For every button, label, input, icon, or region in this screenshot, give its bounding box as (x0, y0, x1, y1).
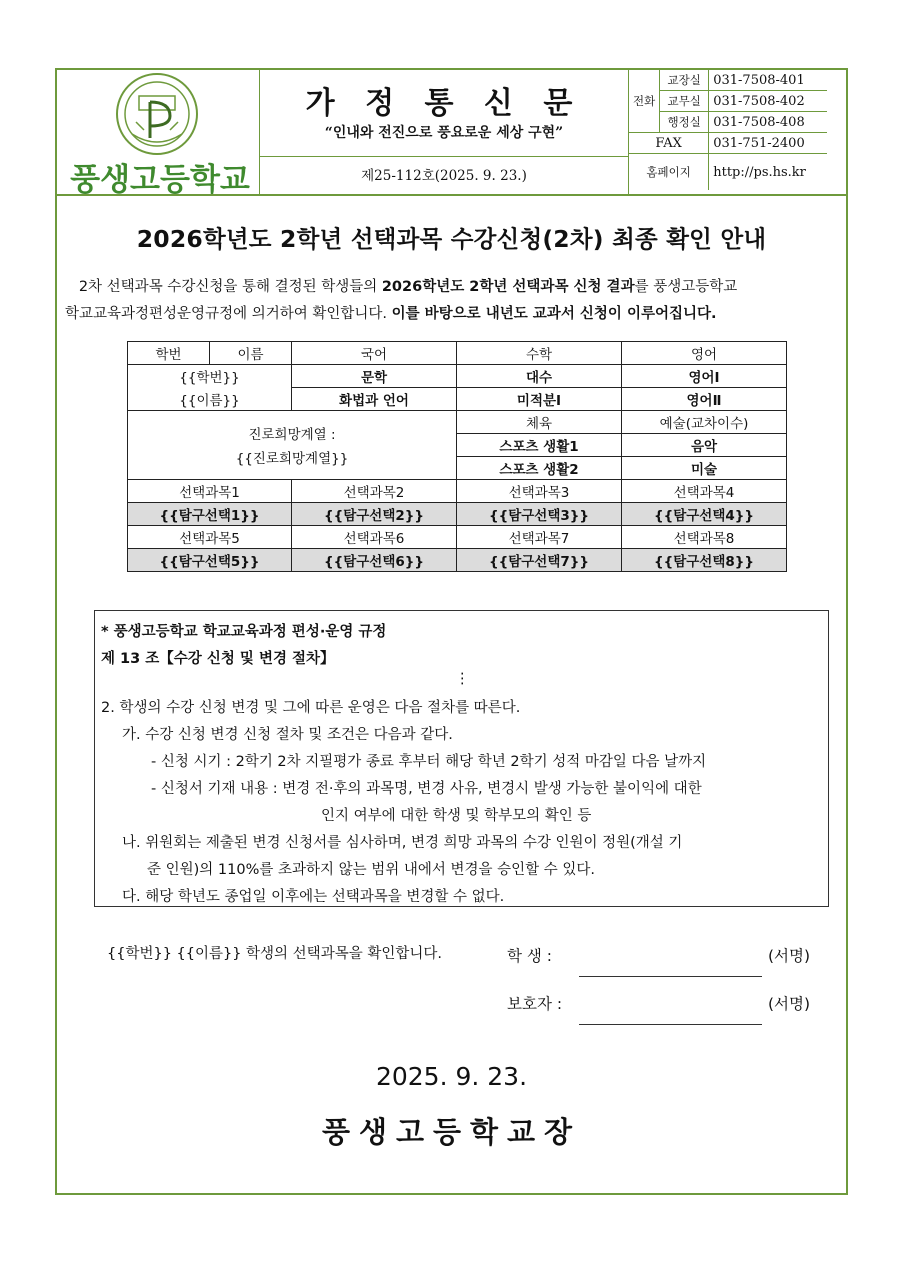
korean-subject: 화법과 언어 (292, 388, 457, 411)
homepage-label: 홈페이지 (629, 154, 709, 191)
phone-label: 전화 (629, 70, 660, 133)
name-placeholder: {{이름}} (128, 388, 292, 411)
ellipsis: ⋮ (455, 671, 470, 687)
fax-label: FAX (629, 133, 709, 154)
elective-label: 선택과목4 (622, 480, 787, 503)
homepage-link[interactable]: http://ps.hs.kr (709, 154, 828, 191)
contact-label: 교장실 (660, 70, 709, 91)
pe-subject: 스포츠 생활1 (457, 434, 622, 457)
main-title: 2026학년도 2학년 선택과목 수강신청(2차) 최종 확인 안내 (136, 225, 767, 253)
student-sign-label: 학 생 : (507, 947, 553, 965)
regulation-item: 준 인원)의 110%를 초과하지 않는 범위 내에서 변경을 승인할 수 있다. (147, 862, 595, 878)
elective-label: 선택과목1 (128, 480, 292, 503)
elective-value: {{탐구선택2}} (292, 503, 457, 526)
confirm-statement: {{학번}} {{이름}} 학생의 선택과목을 확인합니다. (107, 946, 442, 962)
school-logo-text: 풍생고등학교 (70, 162, 250, 198)
header-name: 이름 (210, 342, 292, 365)
elective-label: 선택과목2 (292, 480, 457, 503)
school-motto: “인내와 전진으로 풍요로운 세상 구현” (324, 125, 564, 141)
intro-bold: 2026학년도 2학년 선택과목 신청 결과 (381, 279, 635, 295)
parent-sign-line[interactable] (579, 1024, 762, 1025)
school-emblem-icon (112, 72, 202, 156)
arts-subject: 음악 (622, 434, 787, 457)
regulation-article: 제 13 조【수강 신청 및 변경 절차】 (101, 651, 335, 667)
career-cell (128, 411, 457, 480)
issue-date: 2025. 9. 23. (375, 1062, 528, 1091)
contact-value: 031-7508-402 (709, 91, 828, 112)
regulation-item: 가. 수강 신청 변경 신청 절차 및 조건은 다음과 같다. (122, 727, 453, 743)
student-sign-mark: (서명) (768, 947, 811, 965)
pe-subject: 스포츠 생활2 (457, 457, 622, 480)
intro-text: 학교교육과정편성운영규정에 의거하여 확인합니다. (65, 306, 392, 322)
english-subject: 영어Ⅰ (622, 365, 787, 388)
elective-value: {{탐구선택1}} (128, 503, 292, 526)
elective-value: {{탐구선택4}} (622, 503, 787, 526)
career-placeholder: {{진로희망계열}} (235, 451, 349, 467)
elective-value: {{탐구선택8}} (622, 549, 787, 572)
fax-value: 031-751-2400 (709, 133, 828, 154)
header-math: 수학 (457, 342, 622, 365)
school-logo-area (57, 70, 260, 198)
header (57, 70, 846, 196)
contact-label: 행정실 (660, 112, 709, 133)
doc-title: 가 정 통 신 문 (305, 86, 583, 121)
contact-value: 031-7508-408 (709, 112, 828, 133)
intro-paragraph (65, 274, 845, 328)
regulation-item: 인지 여부에 대한 학생 및 학부모의 확인 등 (321, 808, 592, 824)
career-label: 진로희망계열 : (248, 427, 336, 443)
parent-sign-label: 보호자 : (507, 995, 563, 1013)
header-english: 영어 (622, 342, 787, 365)
regulation-box (94, 610, 829, 907)
parent-sign-mark: (서명) (768, 995, 811, 1013)
regulation-item: 나. 위원회는 제출된 변경 신청서를 심사하며, 변경 희망 과목의 수강 인원이 정원(개설 기 (122, 835, 683, 851)
elective-label: 선택과목6 (292, 526, 457, 549)
title-area (260, 70, 628, 194)
regulation-title: * 풍생고등학교 학교교육과정 편성·운영 규정 (101, 624, 387, 640)
regulation-item: 2. 학생의 수강 신청 변경 및 그에 따른 운영은 다음 절차를 따른다. (101, 700, 521, 716)
header-arts: 예술(교차이수) (622, 411, 787, 434)
elective-label: 선택과목7 (457, 526, 622, 549)
math-subject: 대수 (457, 365, 622, 388)
intro-text: 를 풍생고등학교 (634, 279, 738, 295)
elective-value: {{탐구선택5}} (128, 549, 292, 572)
regulation-item: - 신청 시기 : 2학기 2차 지필평가 종료 후부터 해당 학년 2학기 성적 마감일 다음 날까지 (151, 754, 707, 770)
elective-label: 선택과목3 (457, 480, 622, 503)
student-sign-line[interactable] (579, 976, 762, 977)
contact-table (628, 70, 847, 194)
header-studentno: 학번 (128, 342, 210, 365)
arts-subject: 미술 (622, 457, 787, 480)
elective-label: 선택과목5 (128, 526, 292, 549)
issue-number: 제25-112호(2025. 9. 23.) (361, 168, 527, 184)
regulation-item: - 신청서 기재 내용 : 변경 전·후의 과목명, 변경 사유, 변경시 발생 가능한 불이익에 대한 (151, 781, 702, 797)
elective-value: {{탐구선택3}} (457, 503, 622, 526)
contact-label: 교무실 (660, 91, 709, 112)
intro-bold: 이를 바탕으로 내년도 교과서 신청이 이루어집니다. (391, 306, 717, 322)
elective-value: {{탐구선택6}} (292, 549, 457, 572)
contact-value: 031-7508-401 (709, 70, 828, 91)
elective-label: 선택과목8 (622, 526, 787, 549)
korean-subject: 문학 (292, 365, 457, 388)
elective-value: {{탐구선택7}} (457, 549, 622, 572)
principal-signature: 풍생고등학교장 (321, 1115, 582, 1149)
newsletter-frame (55, 68, 848, 1195)
subject-table (127, 341, 787, 572)
english-subject: 영어Ⅱ (622, 388, 787, 411)
regulation-item: 다. 해당 학년도 종업일 이후에는 선택과목을 변경할 수 없다. (122, 889, 505, 905)
header-pe: 체육 (457, 411, 622, 434)
studentno-placeholder: {{학번}} (128, 365, 292, 388)
header-korean: 국어 (292, 342, 457, 365)
intro-text: 2차 선택과목 수강신청을 통해 결정된 학생들의 (78, 279, 382, 295)
math-subject: 미적분Ⅰ (457, 388, 622, 411)
